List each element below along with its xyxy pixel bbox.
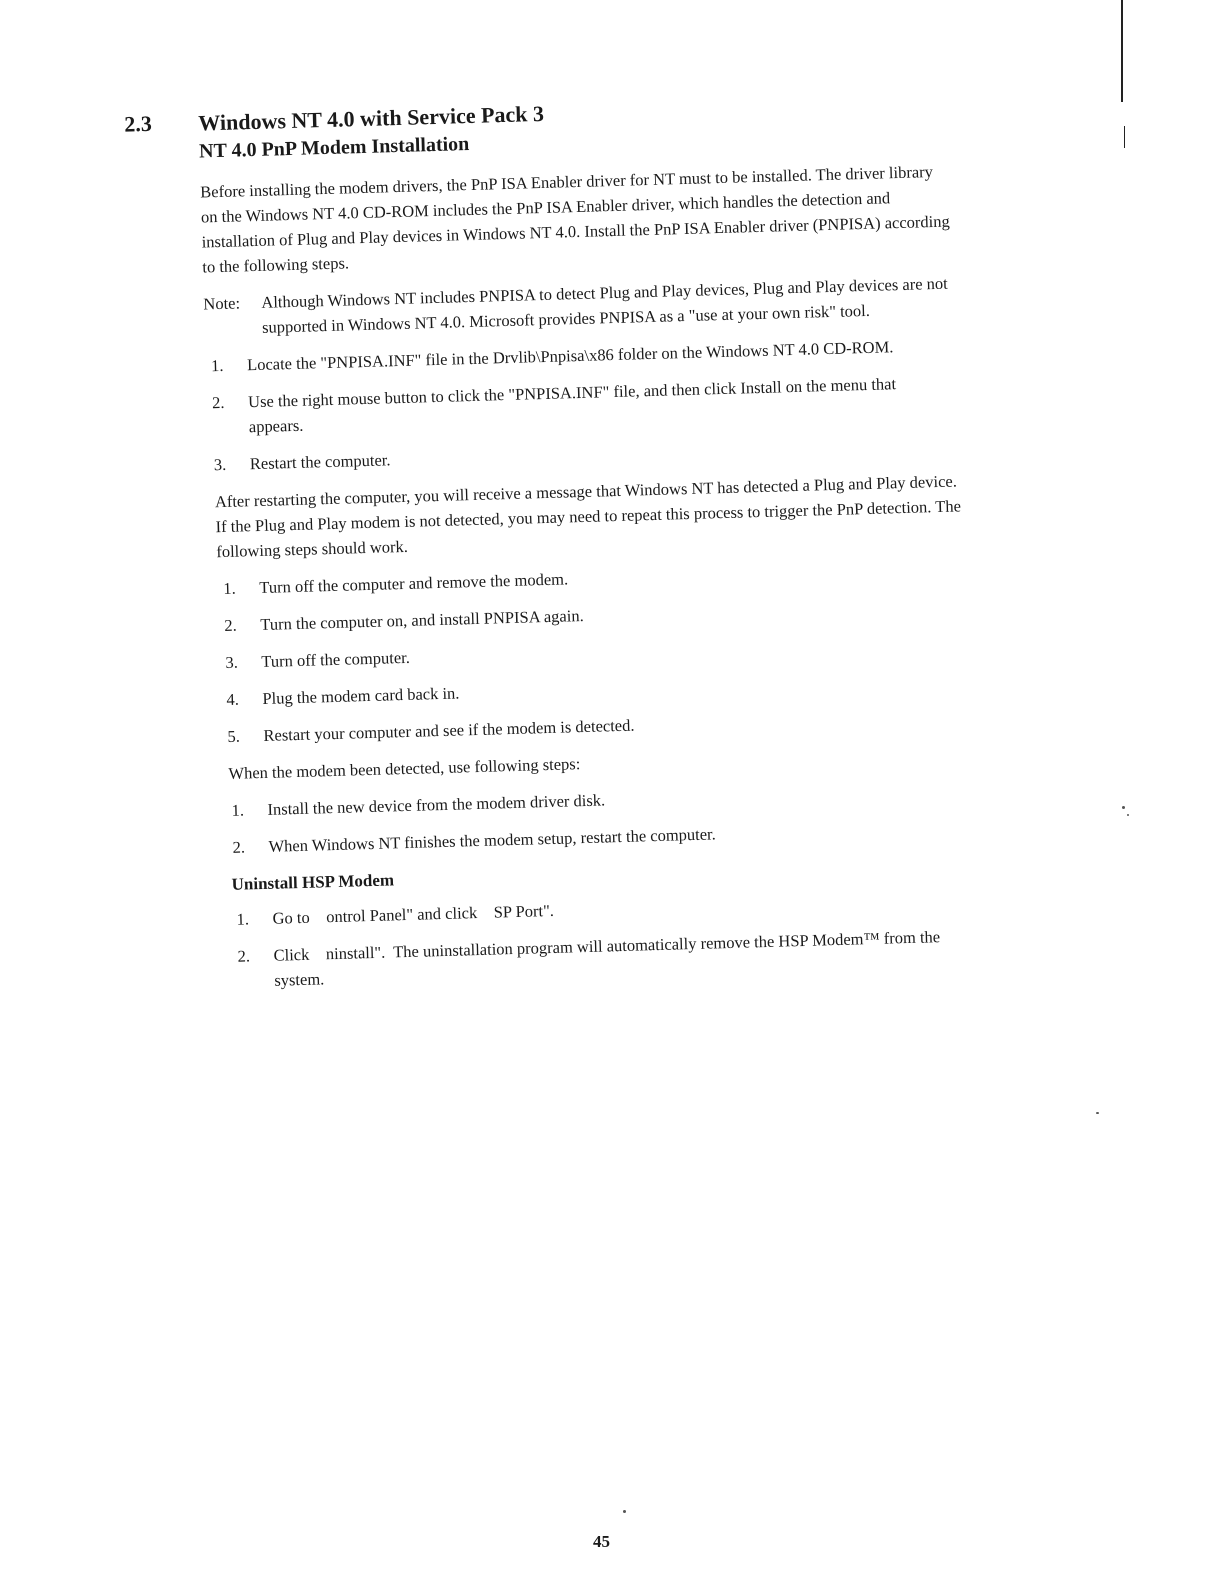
step-text: Turn off the computer. [261,647,411,671]
step-text: Use the right mouse button to click the "PNPISA.INF" file, and then click Install on the menu that appears. [247,374,897,437]
step-number: 4. [226,689,240,709]
step-number: 3. [213,454,227,475]
step-text: Install the new device from the modem driver disk. [267,790,606,819]
list-item [212,370,953,441]
after-restart-paragraph: After restarting the computer, you will receive a message that Windows NT has detected a Plug and Play device. If the Plug and Play modem is not detected, you may need to repeat this process to trigger the PnP detection. The following steps should work. [214,471,962,562]
scan-edge-line [1121,0,1123,102]
step-text: Restart your computer and see if the modem is detected. [263,715,635,745]
scan-speck [1127,814,1129,816]
list-item [211,333,951,379]
detected-steps-list [231,777,972,860]
step-number: 5. [227,726,241,746]
scan-edge-line [1124,126,1125,148]
detected-intro-paragraph: When the modem been detected, use following steps: [228,754,581,783]
list-item [223,555,963,601]
list-item [227,703,967,749]
list-item [232,814,972,860]
step-number: 2. [232,837,246,857]
step-text: Go to ontrol Panel" and click SP Port". [272,900,555,928]
intro-paragraph: Before installing the modem drivers, the PnP ISA Enabler driver for NT must to be installed. The driver library on the Windows NT 4.0 CD-ROM includes the PnP ISA Enabler driver, which handles the detection and installation of Plug and Play devices in Windows NT 4.0. Install the PnP ISA Enabler driver (PNPISA) according to the following steps. [200,162,950,277]
list-item [226,666,966,712]
list-item [237,923,978,994]
scan-speck [1096,1112,1099,1114]
step-text: Plug the modem card back in. [262,683,460,708]
step-number: 2. [237,946,251,966]
note-label: Note: [203,293,241,314]
step-number: 3. [225,652,239,672]
repeat-steps-list [223,555,968,749]
step-text: Restart the computer. [249,450,391,474]
step-number: 1. [236,909,250,929]
section-number: 2.3 [123,110,153,137]
uninstall-heading: Uninstall HSP Modem [231,870,395,894]
scan-speck [623,1510,626,1513]
step-text: Turn off the computer and remove the modem. [259,569,569,598]
scan-speck [1122,806,1125,809]
step-number: 1. [223,578,236,599]
note-text: Although Windows NT includes PNPISA to detect Plug and Play devices, Plug and Play devices are not supported in Windows NT 4.0. Microsoft provides PNPISA as a "use at your own risk" tool. [261,273,948,337]
step-text: Click ninstall". The uninstallation program will automatically remove the HSP Modem™ from the system. [273,927,945,990]
note-block [203,270,956,341]
list-item [224,592,964,638]
list-item [231,777,971,823]
uninstall-steps-list [236,886,978,994]
step-number: 1. [210,355,224,376]
step-text: Locate the "PNPISA.INF" file in the Drvlib\Pnpisa\x86 folder on the Windows NT 4.0 CD-ROM. [246,337,894,375]
page-content [110,88,995,1009]
page-number: 45 [593,1532,610,1551]
list-item [225,629,965,675]
list-item [214,432,954,478]
section-subtitle: NT 4.0 PnP Modem Installation [198,132,470,163]
step-text: Turn the computer on, and install PNPISA again. [260,605,584,634]
step-text: When Windows NT finishes the modem setup, restart the computer. [268,824,717,856]
step-number: 2. [224,615,238,636]
section-title: Windows NT 4.0 with Service Pack 3 [197,100,545,136]
step-number: 1. [231,800,245,820]
step-number: 2. [211,392,225,413]
install-steps-list [211,333,954,478]
